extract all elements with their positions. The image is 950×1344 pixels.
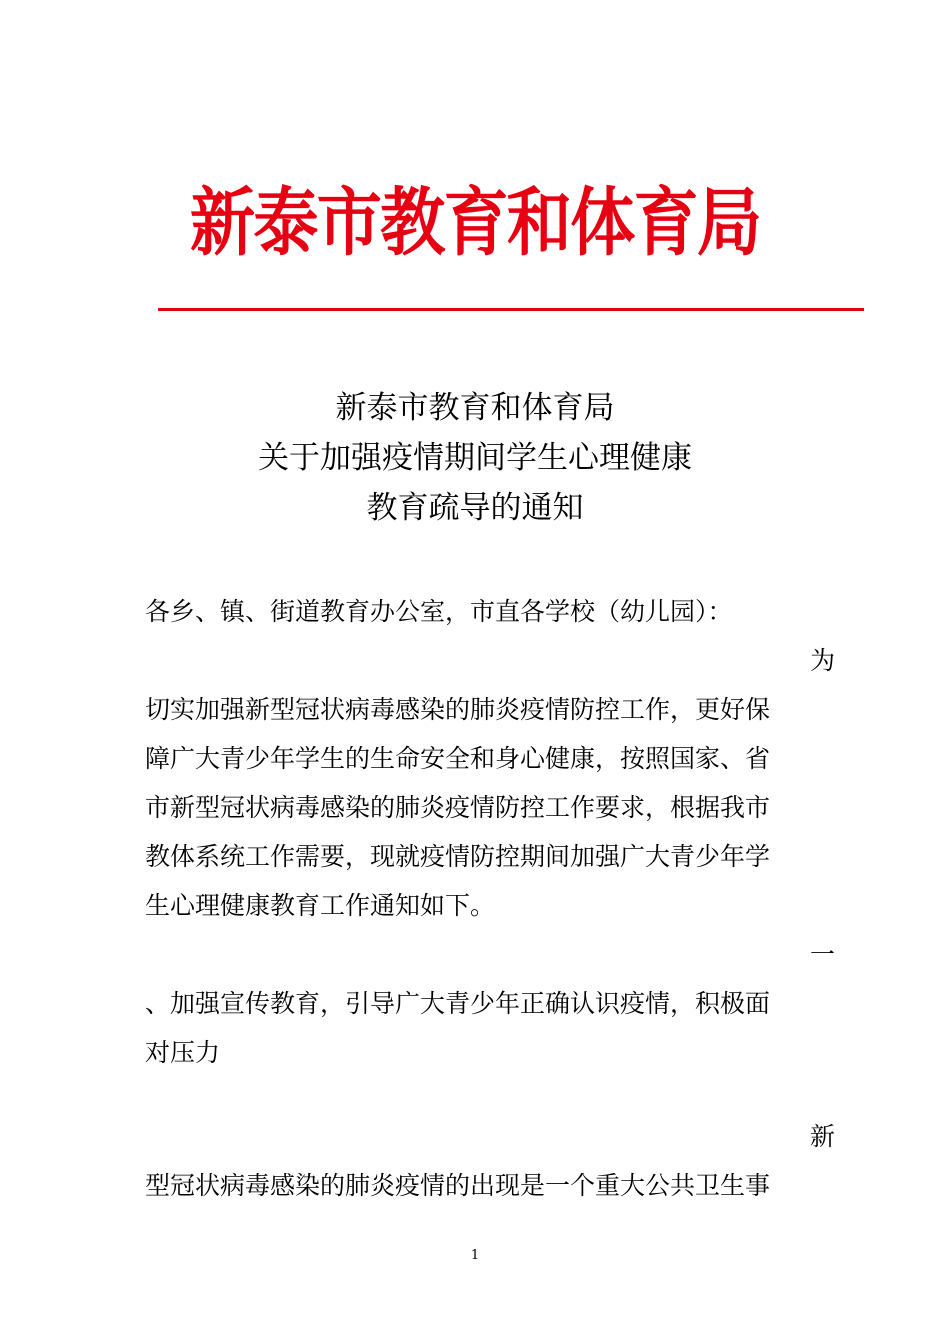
page-number: 1 — [470, 1248, 480, 1263]
title-line-2: 关于加强疫情期间学生心理健康 — [258, 440, 692, 476]
section-1-lead: 一 — [809, 940, 835, 969]
paragraph-1-line: 生心理健康教育工作通知如下。 — [145, 891, 496, 920]
paragraph-1-line: 障广大青少年学生的生命安全和身心健康，按照国家、省 — [145, 744, 771, 773]
section-1-heading-line: 、加强宣传教育，引导广大青少年正确认识疫情，积极面 — [145, 989, 771, 1018]
masthead-red-rule — [158, 308, 864, 311]
section-1-heading-line: 对压力 — [145, 1038, 221, 1067]
title-line-1: 新泰市教育和体育局 — [335, 390, 615, 426]
salutation: 各乡、镇、街道教育办公室，市直各学校（幼儿园）： — [145, 597, 733, 626]
paragraph-1-line: 切实加强新型冠状病毒感染的肺炎疫情防控工作，更好保 — [145, 695, 771, 724]
paragraph-1-lead: 为 — [809, 646, 835, 675]
paragraph-1-line: 市新型冠状病毒感染的肺炎疫情防控工作要求，根据我市 — [145, 793, 771, 822]
document-body — [145, 587, 835, 1210]
document-title — [0, 383, 950, 533]
paragraph-1-line: 教体系统工作需要，现就疫情防控期间加强广大青少年学 — [145, 842, 771, 871]
title-line-3: 教育疏导的通知 — [366, 490, 584, 526]
paragraph-2-lead: 新 — [809, 1122, 835, 1151]
masthead-title: 新泰市教育和体育局 — [190, 180, 761, 266]
paragraph-2-line: 型冠状病毒感染的肺炎疫情的出现是一个重大公共卫生事 — [145, 1171, 771, 1200]
